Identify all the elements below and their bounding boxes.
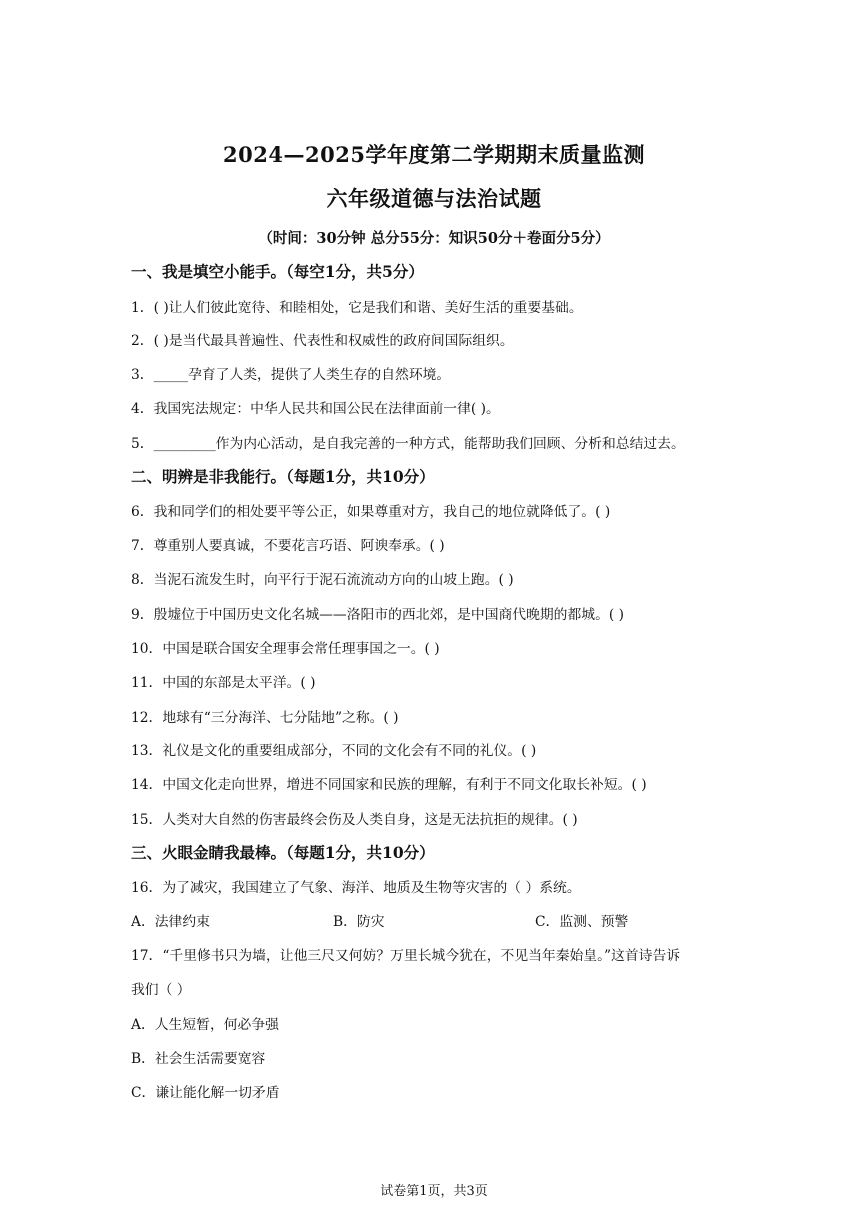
option-a: A．法律约束 — [131, 914, 210, 930]
option-b: B．防灾 — [333, 914, 385, 930]
question-item: 4．我国宪法规定：中华人民共和国公民在法律面前一律( )。 — [131, 401, 500, 417]
question-stem: 17．“千里修书只为墙，让他三尺又何妨？万里长城今犹在，不见当年秦始皇。”这首诗告诉 — [131, 948, 681, 964]
option-c: C．监测、预警 — [535, 914, 629, 930]
section-heading-fill-blank: 一、我是填空小能手。（每空1分，共5分） — [131, 262, 424, 281]
page-footer: 试卷第1页，共3页 — [380, 1184, 488, 1199]
question-item: 12．地球有“三分海洋、七分陆地”之称。( ) — [131, 710, 399, 726]
question-item: 14．中国文化走向世界，增进不同国家和民族的理解，有利于不同文化取长补短。( ) — [131, 777, 647, 793]
option-a: A．人生短暂，何必争强 — [131, 1017, 279, 1033]
question-item: 8．当泥石流发生时，向平行于泥石流流动方向的山坡上跑。( ) — [131, 572, 514, 588]
question-item: 1．( )让人们彼此宽待、和睦相处，它是我们和谐、美好生活的重要基础。 — [131, 300, 583, 316]
question-item: 10．中国是联合国安全理事会常任理事国之一。( ) — [131, 641, 440, 657]
question-item: 13．礼仪是文化的重要组成部分，不同的文化会有不同的礼仪。( ) — [131, 743, 537, 759]
question-item: 5．_________作为内心活动，是自我完善的一种方式，能帮助我们回顾、分析和总结过去。 — [131, 436, 685, 452]
section-heading-true-false: 二、明辨是非我能行。（每题1分，共10分） — [131, 467, 435, 486]
question-item: 3．_____孕育了人类，提供了人类生存的自然环境。 — [131, 367, 451, 383]
option-b: B．社会生活需要宽容 — [131, 1051, 266, 1067]
question-stem-continued: 我们（ ） — [131, 982, 191, 998]
exam-info: （时间：30分钟 总分55分：知识50分＋卷面分5分） — [258, 230, 610, 247]
question-item: 2．( )是当代最具普遍性、代表性和权威性的政府间国际组织。 — [131, 333, 514, 349]
exam-title: 2024—2025学年度第二学期期末质量监测 — [223, 142, 645, 167]
option-c: C．谦让能化解一切矛盾 — [131, 1085, 280, 1101]
question-item: 7．尊重别人要真诚，不要花言巧语、阿谀奉承。( ) — [131, 538, 445, 554]
question-item: 11．中国的东部是太平洋。( ) — [131, 675, 316, 691]
question-item: 6．我和同学们的相处要平等公正，如果尊重对方，我自己的地位就降低了。( ) — [131, 504, 611, 520]
exam-subject-title: 六年级道德与法治试题 — [326, 186, 542, 211]
section-heading-multiple-choice: 三、火眼金睛我最棒。（每题1分，共10分） — [131, 843, 435, 862]
question-item: 15．人类对大自然的伤害最终会伤及人类自身，这是无法抗拒的规律。( ) — [131, 812, 578, 828]
question-stem: 16．为了减灾，我国建立了气象、海洋、地质及生物等灾害的（ ）系统。 — [131, 880, 581, 896]
question-item: 9．殷墟位于中国历史文化名城——洛阳市的西北郊，是中国商代晚期的都城。( ) — [131, 607, 625, 623]
